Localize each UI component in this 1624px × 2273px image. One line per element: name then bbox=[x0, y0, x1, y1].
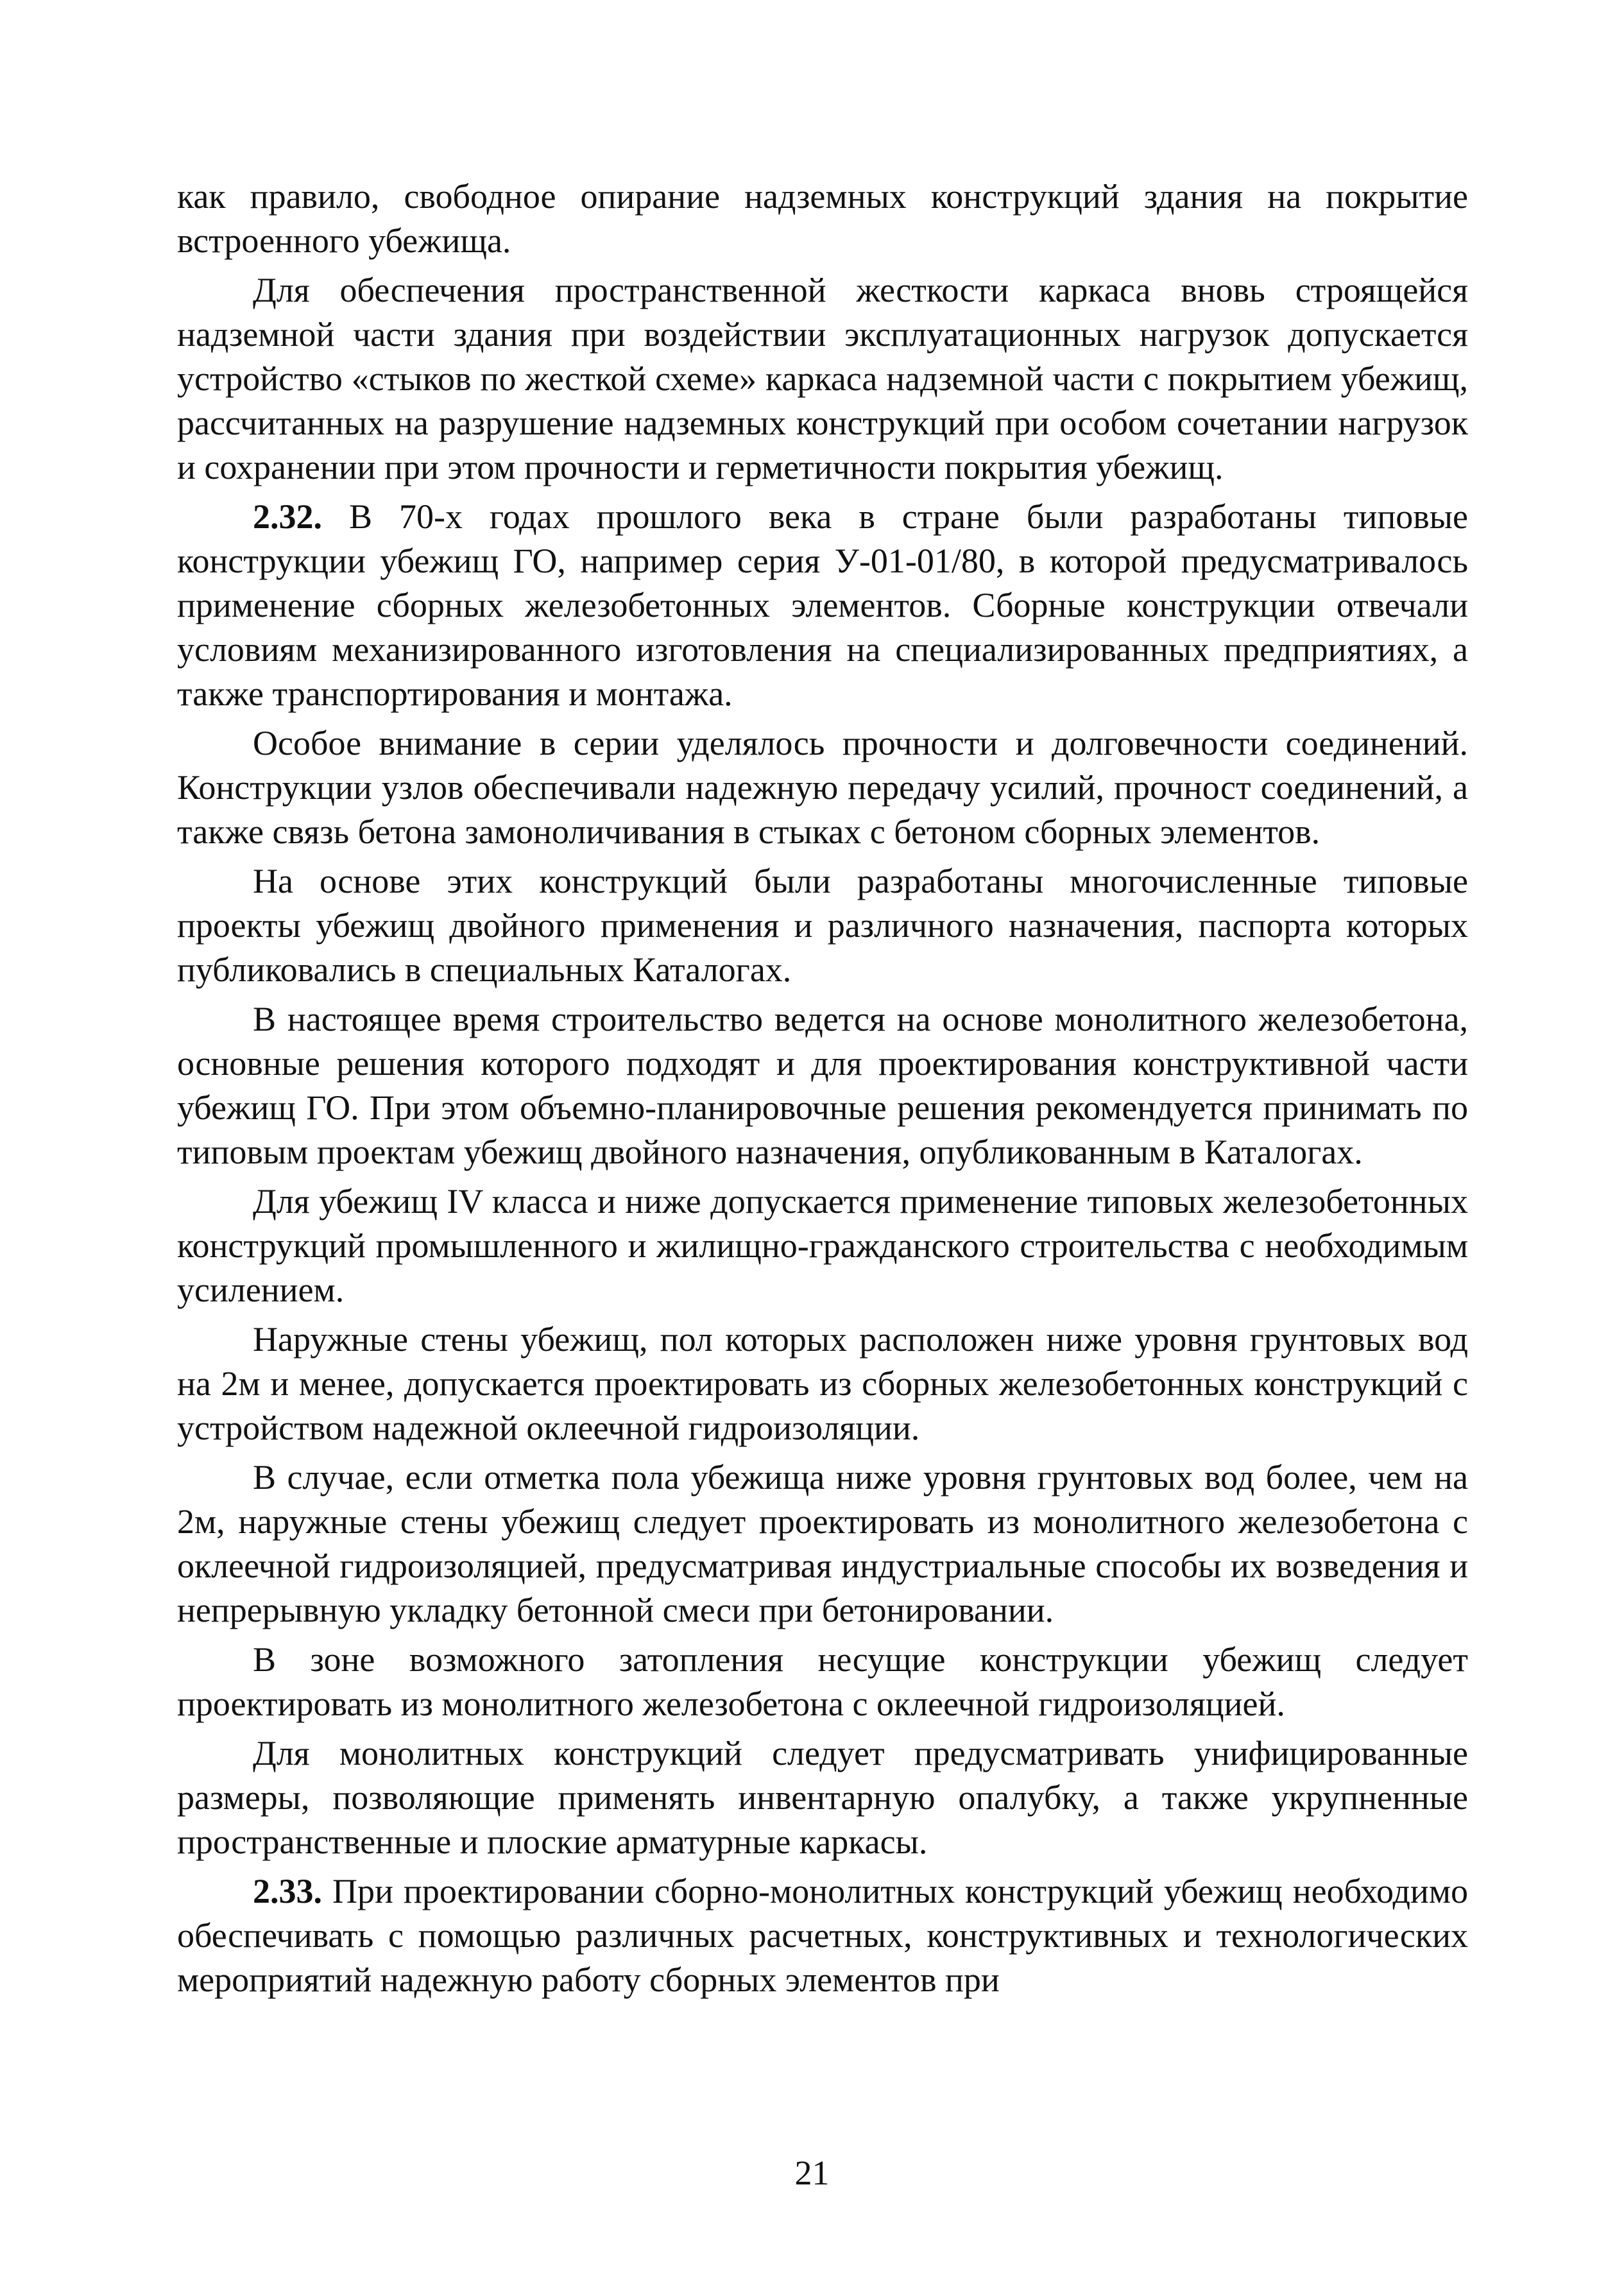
paragraph bbox=[177, 1179, 1468, 1312]
paragraph-text: В 70-х годах прошлого века в стране были разработаны типовые конструкции убежищ ГО, например серия У-01-01/80, в которой предусматривалось применение сборных железобетонных элементов. Сборные конструкции отвечали условиям механизированного изготовления на специализированных предприятиях, а также транспортирования и монтажа. bbox=[177, 497, 1468, 713]
clause-number: 2.33. bbox=[253, 1872, 322, 1910]
paragraph bbox=[177, 1317, 1468, 1450]
paragraph-text: Наружные стены убежищ, пол которых расположен ниже уровня грунтовых вод на 2м и менее, допускается проектировать из сборных железобетонных конструкций с устройством надежной оклеечной гидроизоляции. bbox=[177, 1320, 1468, 1447]
clause-2-33 bbox=[177, 1869, 1468, 2002]
paragraph bbox=[177, 721, 1468, 854]
paragraph bbox=[177, 1638, 1468, 1726]
paragraph bbox=[177, 859, 1468, 992]
clause-number: 2.32. bbox=[253, 497, 322, 536]
paragraph-text: Для обеспечения пространственной жесткости каркаса вновь строящейся надземной части здания при воздействии эксплуатационных нагрузок допускается устройство «стыков по жесткой схеме» каркаса надземной части с покрытием убежищ, рассчитанных на разрушение надземных конструкций при особом сочетании нагрузок и сохранении при этом прочности и герметичности покрытия убежищ. bbox=[177, 271, 1468, 486]
clause-2-32 bbox=[177, 495, 1468, 716]
page-body bbox=[177, 175, 1468, 2007]
paragraph bbox=[177, 268, 1468, 490]
paragraph-text: Особое внимание в серии уделялось прочности и долговечности соединений. Конструкции узлов обеспечивали надежную передачу усилий, прочност соединений, а также связь бетона замоноличивания в стыках с бетоном сборных элементов. bbox=[177, 724, 1468, 851]
paragraph-text: В настоящее время строительство ведется на основе монолитного железобетона, основные решения которого подходят и для проектирования конструктивной части убежищ ГО. При этом объемно-планировочные решения рекомендуется принимать по типовым проектам убежищ двойного назначения, опубликованным в Каталогах. bbox=[177, 1000, 1468, 1171]
paragraph-continuation bbox=[177, 175, 1468, 263]
page-number: 21 bbox=[794, 2154, 830, 2192]
paragraph bbox=[177, 1731, 1468, 1864]
paragraph bbox=[177, 997, 1468, 1174]
paragraph bbox=[177, 1455, 1468, 1633]
paragraph-text: Для убежищ IV класса и ниже допускается применение типовых железобетонных конструкций промышленного и жилищно-гражданского строительства с необходимым усилением. bbox=[177, 1182, 1468, 1309]
paragraph-text: При проектировании сборно-монолитных конструкций убежищ необходимо обеспечивать с помощью различных расчетных, конструктивных и технологических мероприятий надежную работу сборных элементов при bbox=[177, 1872, 1468, 1999]
paragraph-text: В зоне возможного затопления несущие конструкции убежищ следует проектировать из монолитного железобетона с оклеечной гидроизоляцией. bbox=[177, 1640, 1468, 1723]
paragraph-text: как правило, свободное опирание надземных конструкций здания на покрытие встроенного убежища. bbox=[177, 177, 1468, 260]
paragraph-text: В случае, если отметка пола убежища ниже уровня грунтовых вод более, чем на 2м, наружные стены убежищ следует проектировать из монолитного железобетона с оклеечной гидроизоляцией, предусматривая индустриальные способы их возведения и непрерывную укладку бетонной смеси при бетонировании. bbox=[177, 1458, 1468, 1629]
paragraph-text: На основе этих конструкций были разработаны многочисленные типовые проекты убежищ двойного применения и различного назначения, паспорта которых публиковались в специальных Каталогах. bbox=[177, 862, 1468, 989]
paragraph-text: Для монолитных конструкций следует предусматривать унифицированные размеры, позволяющие применять инвентарную опалубку, а также укрупненные пространственные и плоские арматурные каркасы. bbox=[177, 1734, 1468, 1861]
